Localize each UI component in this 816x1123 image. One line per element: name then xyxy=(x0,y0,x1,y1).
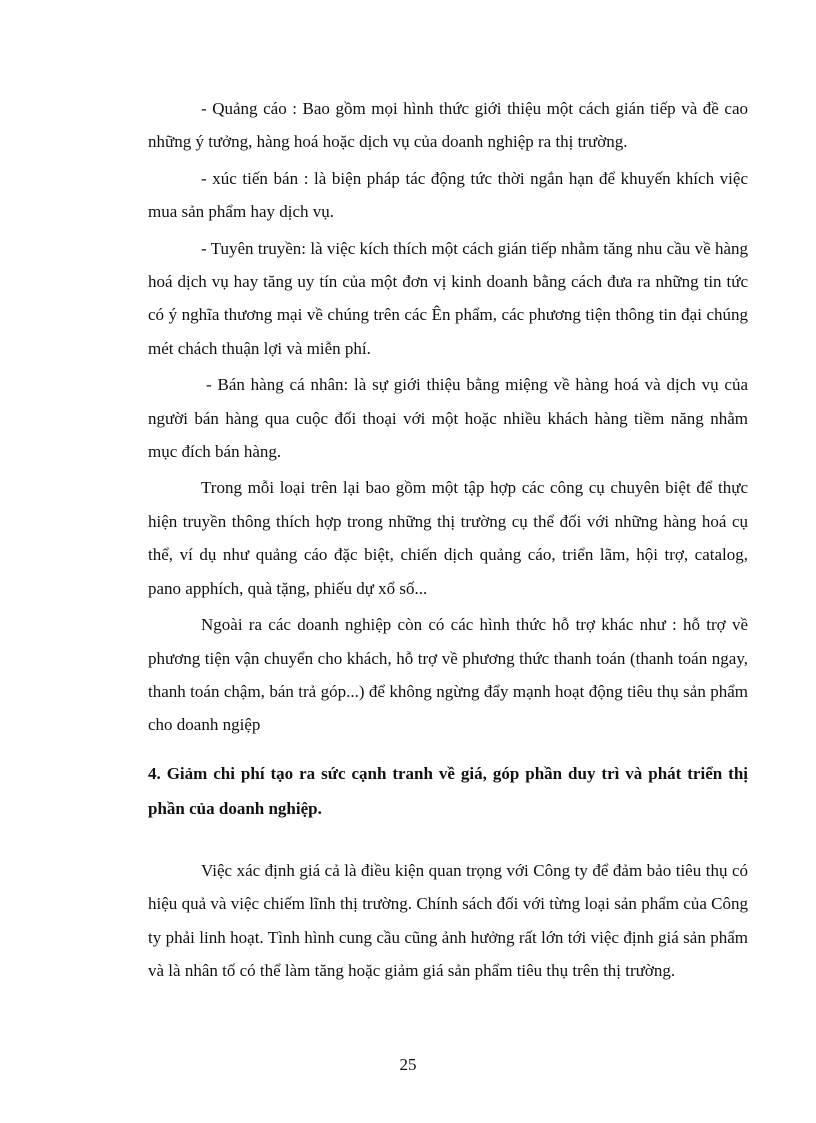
paragraph-advertising: - Quảng cáo : Bao gồm mọi hình thức giới thiệu một cách gián tiếp và đề cao những ý tưởng, hàng hoá hoặc dịch vụ của doanh nghiệp ra thị trường. xyxy=(148,99,748,152)
section-spacer xyxy=(148,826,748,854)
section-heading: 4. Giảm chi phí tạo ra sức cạnh tranh về giá, góp phần duy trì và phát triển thị phần của doanh nghiệp. xyxy=(148,763,748,818)
paragraph-publicity: - Tuyên truyền: là việc kích thích một cách gián tiếp nhằm tăng nhu cầu về hàng hoá dịch vụ hay tăng uy tín của một đơn vị kinh doanh bằng cách đưa ra những tin tức có ý nghĩa thương mại về chúng trên các Ên phẩm, các phương tiện thông tin đại chúng mét chách thuận lợi và miễn phí. xyxy=(148,238,748,358)
paragraph-sales-promotion: - xúc tiến bán : là biện pháp tác động tức thời ngắn hạn để khuyến khích việc mua sản phẩm hay dịch vụ. xyxy=(148,168,748,222)
page-number: 25 xyxy=(399,1055,417,1074)
paragraph-tools: Trong mỗi loại trên lại bao gồm một tập hợp các công cụ chuyên biệt để thực hiện truyền thông thích hợp trong những thị trường cụ thể đối với những hàng hoá cụ thể, ví dụ như quảng cáo đặc biệt, chiến dịch quảng cáo, triển lãm, hội trợ, catalog, pano apphích, quà tặng, phiếu dự xổ số... xyxy=(148,478,748,598)
document-page xyxy=(148,92,748,987)
paragraph-pricing: Việc xác định giá cả là điều kiện quan trọng với Công ty để đảm bảo tiêu thụ có hiệu quả và việc chiếm lĩnh thị trường. Chính sách đối với từng loại sản phẩm của Công ty phải linh hoạt. Tình hình cung cầu cũng ảnh hưởng rất lớn tới việc định giá sản phẩm và là nhân tố có thể làm tăng hoặc giảm giá sản phẩm tiêu thụ trên thị trường. xyxy=(148,860,748,980)
paragraph-support-forms: Ngoài ra các doanh nghiệp còn có các hình thức hỗ trợ khác như : hỗ trợ về phương tiện vận chuyển cho khách, hỗ trợ về phương thức thanh toán (thanh toán ngay, thanh toán chậm, bán trả góp...) để không ngừng đẩy mạnh hoạt động tiêu thụ sản phẩm cho doanh ngiệp xyxy=(148,615,748,735)
paragraph-personal-selling: - Bán hàng cá nhân: là sự giới thiệu bằng miệng về hàng hoá và dịch vụ của người bán hàng qua cuộc đối thoại với một hoặc nhiều khách hàng tiềm năng nhằm mục đích bán hàng. xyxy=(148,375,748,462)
